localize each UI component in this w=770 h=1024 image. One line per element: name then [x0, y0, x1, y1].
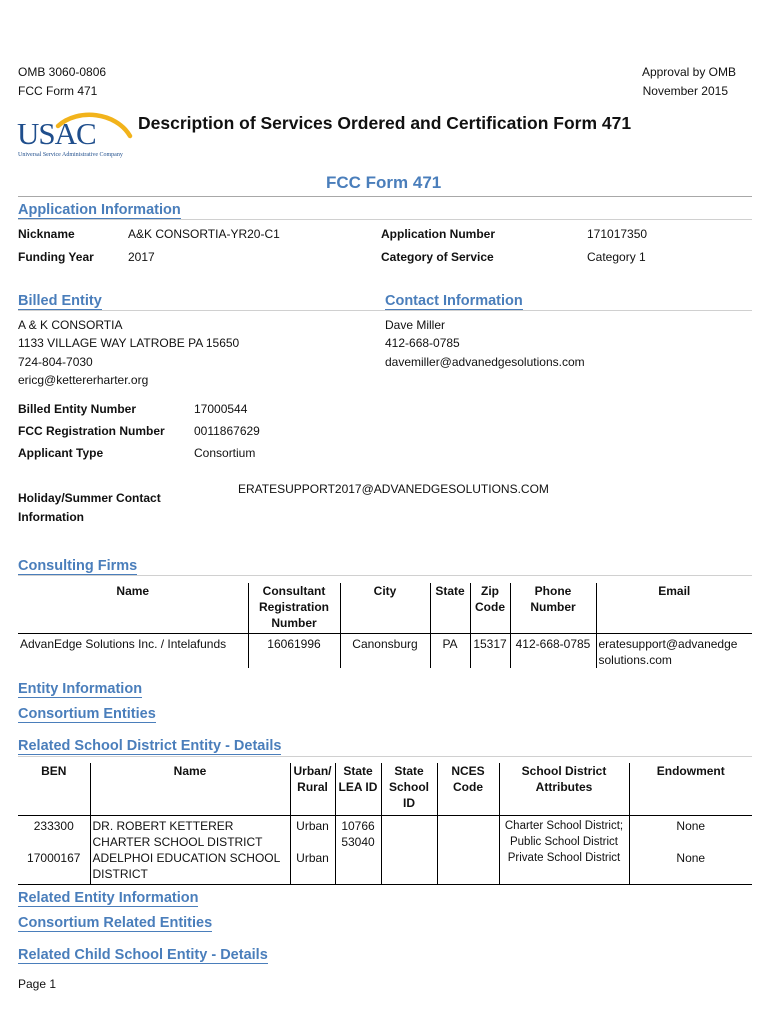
consulting-firms-header-row: [18, 583, 752, 631]
contact-info-heading: Contact Information: [385, 293, 523, 309]
school-district-header-row: [18, 763, 752, 811]
col-district-attributes: School District Attributes: [499, 763, 629, 811]
usac-logo-tagline: Universal Service Administrative Company: [18, 152, 123, 158]
funding-year-value: 2017: [128, 250, 155, 264]
ben-label: Billed Entity Number: [18, 402, 137, 416]
billed-entity-email[interactable]: ericg@kettererharter.org: [18, 373, 149, 387]
billed-entity-heading: Billed Entity: [18, 293, 102, 309]
district-ben: 17000167: [18, 850, 90, 885]
consulting-firms-table: [18, 583, 752, 668]
related-child-school-heading: Related Child School Entity - Details: [18, 947, 268, 963]
contact-phone: 412-668-0785: [385, 336, 460, 350]
col-state-school-id: State School ID: [381, 763, 437, 811]
billed-entity-phone: 724-804-7030: [18, 355, 93, 369]
firm-state: PA: [430, 634, 470, 669]
holiday-contact-label-line2: Information: [18, 510, 84, 524]
related-school-district-heading: Related School District Entity - Details: [18, 738, 282, 754]
consulting-firms-heading: Consulting Firms: [18, 558, 138, 574]
fcc-registration-value: 0011867629: [194, 424, 260, 438]
district-urban-rural: Urban: [290, 850, 335, 885]
billed-entity-name: A & K CONSORTIA: [18, 318, 123, 332]
applicant-type-label: Applicant Type: [18, 446, 104, 460]
nickname-value: A&K CONSORTIA-YR20-C1: [128, 227, 280, 241]
firm-phone: 412-668-0785: [510, 634, 596, 669]
district-name: DR. ROBERT KETTERER CHARTER SCHOOL DISTRICT: [90, 816, 290, 851]
usac-logo-text: USAC: [17, 116, 96, 151]
col-state-lea-id: State LEA ID: [335, 763, 381, 811]
holiday-contact-value: ERATESUPPORT2017@ADVANEDGESOLUTIONS.COM: [238, 482, 549, 496]
omb-approval: Approval by OMB: [641, 65, 736, 79]
category-label: Category of Service: [381, 250, 494, 264]
entity-info-heading: Entity Information: [18, 681, 143, 697]
col-endowment: Endowment: [629, 763, 752, 811]
col-consultant-registration: Consultant Registration Number: [248, 583, 340, 631]
district-school-id: [381, 850, 437, 885]
district-school-id: [381, 816, 437, 851]
district-nces-code: [437, 850, 499, 885]
nickname-label: Nickname: [18, 227, 75, 241]
district-ben: 233300: [18, 816, 90, 851]
form-id: FCC Form 471: [18, 84, 98, 98]
district-urban-rural: Urban: [290, 816, 335, 851]
holiday-contact-label-line1: Holiday/Summer Contact: [18, 491, 161, 505]
district-lea-id: 10766 53040: [335, 816, 381, 851]
firm-registration: 16061996: [248, 634, 340, 669]
billed-entity-divider: [18, 310, 752, 311]
related-entity-heading: Related Entity Information: [18, 890, 199, 906]
district-endowment: None: [629, 816, 752, 851]
approval-date: November 2015: [642, 84, 728, 98]
col-zip: Zip Code: [470, 583, 510, 631]
consulting-firms-divider: [18, 575, 752, 576]
applicant-type-value: Consortium: [194, 446, 256, 460]
district-nces-code: [437, 816, 499, 851]
category-value: Category 1: [587, 250, 646, 264]
district-endowment: None: [629, 850, 752, 885]
contact-email[interactable]: davemiller@advanedgesolutions.com: [385, 355, 585, 369]
application-number-value: 171017350: [587, 227, 648, 241]
table-row: [18, 850, 752, 885]
firm-zip: 15317: [470, 634, 510, 669]
billed-entity-address: 1133 VILLAGE WAY LATROBE PA 15650: [18, 336, 240, 350]
application-number-label: Application Number: [381, 227, 496, 241]
table-row: [18, 816, 752, 851]
table-row: [18, 634, 752, 669]
school-district-table: [18, 763, 752, 885]
form-subtitle: FCC Form 471: [326, 173, 442, 192]
fcc-registration-label: FCC Registration Number: [18, 424, 165, 438]
related-school-district-divider: [18, 756, 752, 757]
district-attributes: Charter School District; Public School District: [499, 816, 629, 851]
col-email: Email: [596, 583, 752, 631]
col-ben: BEN: [18, 763, 90, 811]
application-info-heading: Application Information: [18, 202, 181, 218]
col-city: City: [340, 583, 430, 631]
firm-city: Canonsburg: [340, 634, 430, 669]
contact-name: Dave Miller: [385, 318, 446, 332]
district-name: ADELPHOI EDUCATION SCHOOL DISTRICT: [90, 850, 290, 885]
district-attributes: Private School District: [499, 850, 629, 885]
usac-logo: [16, 110, 136, 162]
col-urban-rural: Urban/ Rural: [290, 763, 335, 811]
col-district-name: Name: [90, 763, 290, 811]
omb-number: OMB 3060-0806: [18, 65, 107, 79]
col-name: Name: [18, 583, 248, 631]
page-title: Description of Services Ordered and Certification Form 471: [138, 113, 632, 133]
page-number: Page 1: [18, 977, 57, 991]
consortium-related-entities-heading: Consortium Related Entities: [18, 915, 213, 931]
funding-year-label: Funding Year: [18, 250, 94, 264]
col-phone: Phone Number: [510, 583, 596, 631]
district-lea-id: [335, 850, 381, 885]
application-info-divider: [18, 219, 752, 220]
firm-email[interactable]: eratesupport@advanedge solutions.com: [596, 634, 752, 669]
ben-value: 17000544: [194, 402, 248, 416]
header-divider: [18, 196, 752, 197]
firm-name: AdvanEdge Solutions Inc. / Intelafunds: [18, 634, 248, 669]
consortium-entities-heading: Consortium Entities: [18, 706, 156, 722]
col-nces-code: NCES Code: [437, 763, 499, 811]
col-state: State: [430, 583, 470, 631]
